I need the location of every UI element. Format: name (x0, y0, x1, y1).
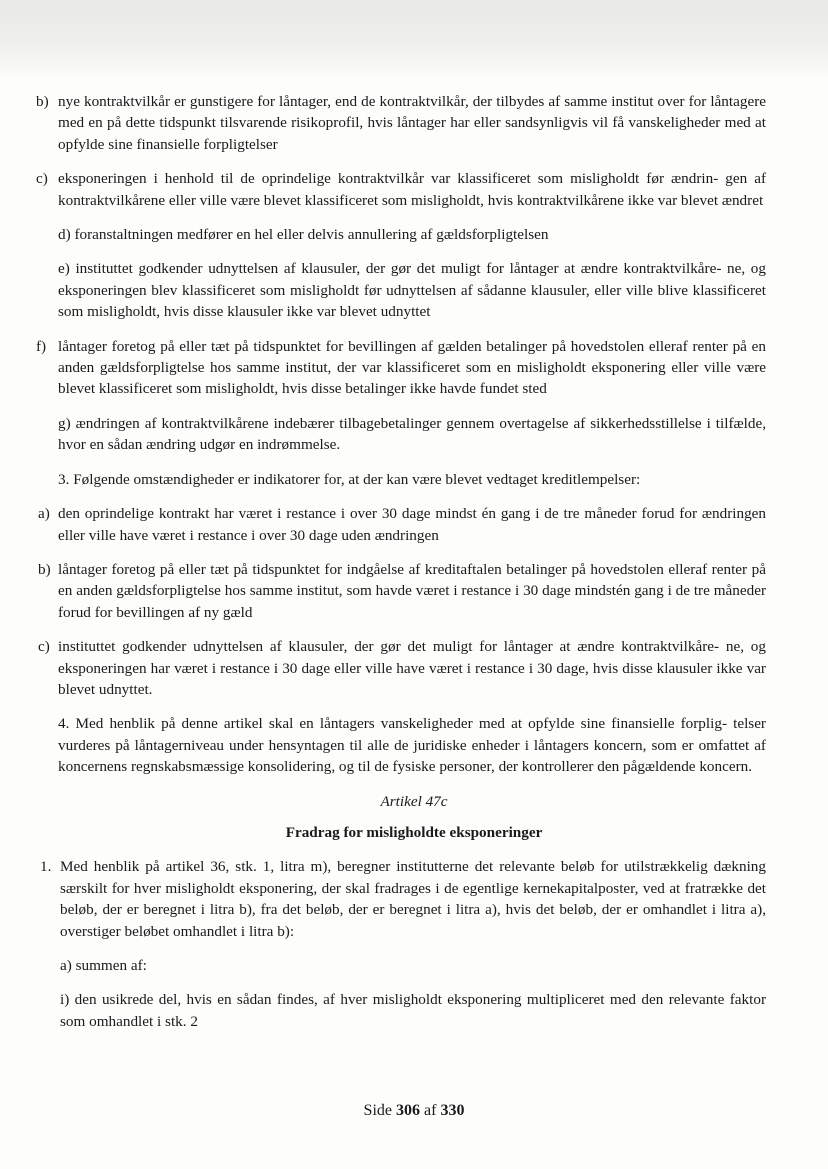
item-text: nye kontraktvilkår er gunstigere for låntager, end de kontraktvilkår, der tilbydes af samme institut over for låntagere med en på dette tidspunkt tilsvarende risikoprofil, hvis låntager har eller sandsynligvis vil få vanskeligheder med at opfylde sine finansielle forpligtelser (58, 93, 766, 153)
list-item-d: d) foranstaltningen medfører en hel eller delvis annullering af gældsforpligtelsen (58, 226, 549, 244)
scan-shadow-band (0, 0, 828, 80)
article-title: Artikel 47c (380, 792, 448, 810)
item-text: instituttet godkender udnyttelsen af klausuler, der gør det muligt for låntager at ændre kontraktvilkåre- ne, og eksponeringen har været i restance i 30 dage eller ville have været i restance i 30 dage, hvis disse klausuler ikke var blevet udnyttet. (58, 638, 766, 698)
list-item-1a: a) summen af: (60, 957, 147, 974)
item-text: eksponeringen i henhold til de oprindelige kontraktvilkår var klassificeret som misligholdt før ændrin- gen af kontraktvilkårene eller ville være blevet klassificeret som misligholdt, hvis kontraktvilkårene ikke var blevet ændret (58, 170, 766, 209)
page-total: 330 (440, 1102, 465, 1119)
item-label: a) (38, 505, 50, 523)
list-item-3c (0, 636, 828, 700)
item-label: c) (38, 638, 50, 656)
list-item-c (0, 168, 828, 211)
item-text: den oprindelige kontrakt har været i restance i over 30 dage mindst én gang i de tre måneder forud for ændringen eller ville have været i restance i over 30 dage uden ændringen (58, 505, 766, 544)
list-item-3a (0, 503, 828, 546)
item-label: b) (36, 93, 49, 110)
list-item-f (0, 336, 828, 400)
page-number: 306 (396, 1102, 420, 1119)
item-label: c) (36, 170, 48, 188)
document-body (0, 91, 828, 1045)
item-text: låntager foretog på eller tæt på tidspunktet for bevillingen af gælden betalinger på hovedstolen elleraf renter på en anden gældsforpligtelse hos samme institut, der var klassificeret som en misligholdt eksponering eller ville være blevet klassificeret som misligholdt, hvis disse betalinger ikke havde fundet sted (58, 337, 766, 398)
list-item-g: g) ændringen af kontraktvilkårene indebærer tilbagebetalinger gennem overtagelse af sikkerhedsstillelse i tilfælde, hvor en sådan ændring udgør en indrømmelse. (58, 414, 766, 454)
list-item-1a-i: i) den usikrede del, hvis en sådan findes, af hver misligholdt eksponering multipliceret med den relevante faktor som omhandlet i stk. 2 (60, 991, 766, 1030)
paragraph-1 (0, 856, 828, 942)
item-text: Med henblik på artikel 36, stk. 1, litra m), beregner institutterne det relevante beløb for utilstrækkelig dækning særskilt for hver misligholdt eksponering, der skal fradrages i de egentlige kernekapitalposter, ved at fratrække det beløb, der er beregnet i litra b), fra det beløb, der er beregnet i litra a), hvis det beløb, der er omhandlet i litra a), overstiger beløbet omhandlet i litra b): (60, 858, 766, 940)
footer-of: af (424, 1102, 437, 1119)
footer-prefix: Side (363, 1102, 392, 1119)
list-item-b (0, 91, 828, 155)
item-label: 1. (40, 858, 52, 876)
list-item-e: e) instituttet godkender udnyttelsen af klausuler, der gør det muligt for låntager at ændre kontraktvilkåre- ne, og eksponeringen blev klassificeret som misligholdt før udnyttelsen af sådanne klausuler, eller ville blive klassificeret som misligholdt, hvis disse klausuler ikke var blevet udnyttet (58, 260, 766, 321)
paragraph-3: 3. Følgende omstændigheder er indikatorer for, at der kan være blevet vedtaget kreditlempelser: (58, 470, 641, 488)
page-footer (0, 1102, 828, 1120)
item-text: låntager foretog på eller tæt på tidspunktet for indgåelse af kreditaftalen betalinger på hovedstolen elleraf renter på en anden gældsforpligtelse hos samme institut, som havde været i restance i 30 dage mindstén gang i de tre måneder forud for bevillingen af ny gæld (58, 560, 766, 621)
paragraph-4: 4. Med henblik på denne artikel skal en låntagers vanskeligheder med at opfylde sine finansielle forplig- telser vurderes på låntagerniveau under hensyntagen til alle de juridiske enheder i låntagers koncern, som er omfattet af koncernens regnskabsmæssige konsolidering, og til de fysiske personer, der kontrollerer den pågældende koncern. (58, 715, 766, 776)
list-item-3b (0, 559, 828, 623)
item-label: f) (36, 337, 47, 355)
item-label: b) (38, 560, 51, 578)
article-heading: Fradrag for misligholdte eksponeringer (285, 823, 543, 841)
